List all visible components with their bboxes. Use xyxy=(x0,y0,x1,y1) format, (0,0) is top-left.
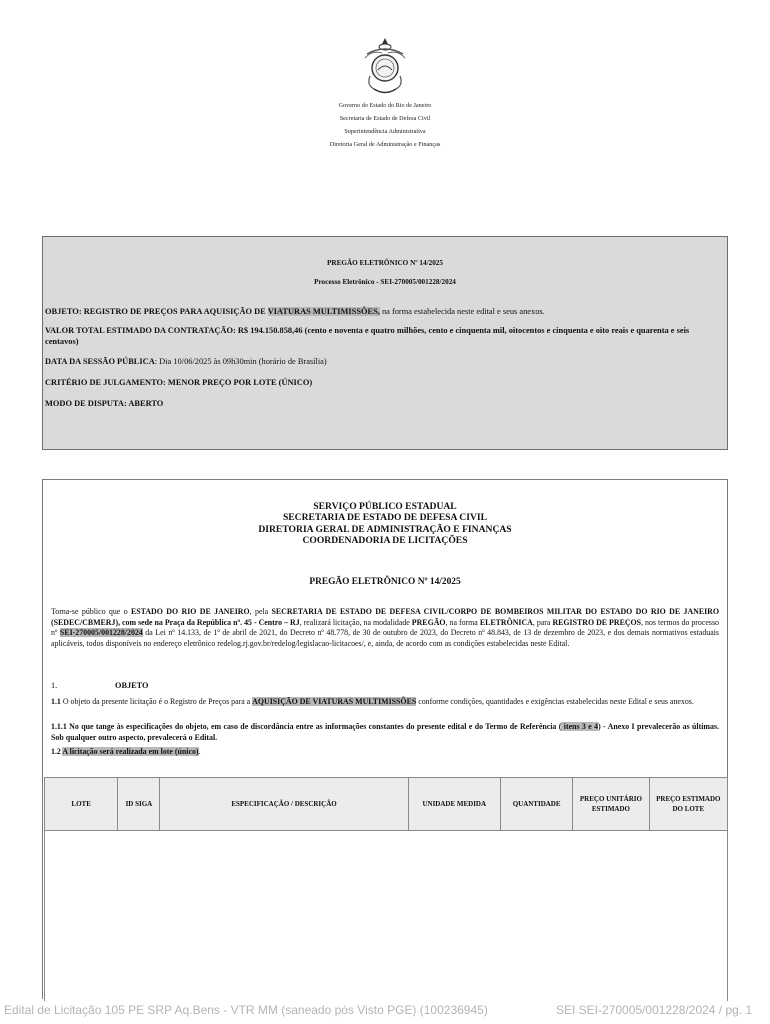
section-1-heading xyxy=(51,681,149,690)
title-line-1: SERVIÇO PÚBLICO ESTADUAL xyxy=(313,501,457,512)
clause-1-1-rest: conforme condições, quantidades e exigências estabelecidas neste Edital e seus anexos. xyxy=(416,697,694,706)
objeto-label: OBJETO: REGISTRO DE PREÇOS PARA AQUISIÇÃO DE xyxy=(45,307,268,316)
table-body-cell xyxy=(45,831,728,1002)
intro-text-j: REGISTRO DE PREÇOS xyxy=(552,617,642,627)
clause-1-2 xyxy=(51,747,719,758)
objeto-highlight: VIATURAS MULTIMISSÕES, xyxy=(267,307,380,316)
agency-line-1: Governo do Estado do Rio de Janeiro xyxy=(338,102,432,109)
intro-text-m: da Lei nº 14.133, de 1º de abril de 2021, do Decreto nº 48.778, de 30 de outubro de 2023, do Decreto nº 48.843, de 13 de dezembro de 2023, e dos demais normativos estaduais aplicáveis, todos disponíveis no endereço eletrônico redelog.rj.gov.br/redelog/legislacao-licitacoes/, e, ainda, de acordo com as condições estabelecidas neste Edital. xyxy=(51,628,719,648)
col-header-unidade: UNIDADE MEDIDA xyxy=(408,778,500,831)
data-label: DATA DA SESSÃO PÚBLICA xyxy=(45,357,155,366)
coat-of-arms-logo xyxy=(362,36,408,96)
agency-header xyxy=(0,99,770,151)
col-header-preco-unitario: PREÇO UNITÁRIO ESTIMADO xyxy=(573,778,649,831)
clause-1-1-1-rest: ) - Anexo I prevalecerão as últimas. Sob qualquer outro aspecto, prevalecerá o Edital. xyxy=(51,722,719,742)
section-number: 1. xyxy=(51,681,58,690)
title-line-4: COORDENADORIA DE LICITAÇÕES xyxy=(302,535,468,547)
intro-text-g: , na forma xyxy=(445,617,480,627)
summary-valor: VALOR TOTAL ESTIMADO DA CONTRATAÇÃO: R$ 194.150.858,46 (cento e noventa e quatro milhões, cento e cinquenta mil, oitocentos e cinquenta e oito reais e quarenta e seis centavos) xyxy=(45,326,690,346)
footer-page-ref: SEI SEI-270005/001228/2024 / pg. 1 xyxy=(556,1003,753,1017)
intro-paragraph xyxy=(51,607,719,649)
data-value: : Dia 10/06/2025 às 09h30min (horário de Brasília) xyxy=(154,357,327,366)
col-header-lote: LOTE xyxy=(45,778,118,831)
clause-1-2-number: 1.2 xyxy=(51,747,63,756)
clause-1-1 xyxy=(51,697,719,708)
col-header-id-siga: ID SIGA xyxy=(118,778,160,831)
clause-1-2-highlight: A licitação será realizada em lote (único) xyxy=(62,747,199,756)
title-line-3: DIRETORIA GERAL DE ADMINISTRAÇÃO E FINANÇAS xyxy=(258,523,512,535)
intro-text-h: ELETRÔNICA xyxy=(479,617,533,627)
footer-document-title: Edital de Licitação 105 PE SRP Aq.Bens - VTR MM (saneado pós Visto PGE) (100236945) xyxy=(4,1003,488,1017)
edital-body xyxy=(42,479,728,999)
lot-table xyxy=(44,777,728,1001)
agency-line-2: Secretaria de Estado de Defesa Civil xyxy=(339,115,431,122)
clause-1-1-highlight: AQUISIÇÃO DE VIATURAS MULTIMISSÕES xyxy=(252,697,417,706)
body-title-block xyxy=(43,501,727,547)
table-row xyxy=(45,831,728,1002)
summary-modo: MODO DE DISPUTA: ABERTO xyxy=(45,399,164,408)
section-title: OBJETO xyxy=(115,681,149,690)
col-header-preco-lote: PREÇO ESTIMADO DO LOTE xyxy=(649,778,727,831)
intro-text-k: , nos termos do processo nº xyxy=(51,617,719,638)
intro-text-e: , realizará licitação, na modalidade xyxy=(299,617,412,627)
clause-1-2-end: . xyxy=(198,747,201,756)
tender-summary-box xyxy=(42,236,728,450)
summary-objeto xyxy=(45,307,719,318)
summary-data xyxy=(45,357,719,368)
col-header-quantidade: QUANTIDADE xyxy=(500,778,572,831)
intro-text-c: , pela xyxy=(249,607,272,616)
process-number-highlight: SEI-270005/001228/2024 xyxy=(59,628,143,638)
objeto-rest: na forma estabelecida neste edital e seus anexos. xyxy=(379,307,545,316)
intro-text-i: , para xyxy=(532,617,553,627)
agency-line-4: Diretoria Geral de Administração e Finanças xyxy=(329,141,441,148)
summary-process: Processo Eletrônico - SEI-270005/001228/2024 xyxy=(314,278,456,286)
title-line-2: SECRETARIA DE ESTADO DE DEFESA CIVIL xyxy=(282,512,488,524)
summary-title: PREGÃO ELETRÔNICO Nº 14/2025 xyxy=(327,259,443,267)
summary-criterio: CRITÉRIO DE JULGAMENTO: MENOR PREÇO POR LOTE (ÚNICO) xyxy=(45,378,313,387)
intro-text-b: ESTADO DO RIO DE JANEIRO xyxy=(131,607,250,616)
table-header-row xyxy=(45,778,728,831)
clause-1-1-1-highlight: itens 3 e 4 xyxy=(561,722,599,731)
pregao-title: PREGÃO ELETRÔNICO Nº 14/2025 xyxy=(309,577,461,587)
page-footer xyxy=(0,1001,770,1024)
intro-text-d: SECRETARIA DE ESTADO DE DEFESA CIVIL/CORPO DE BOMBEIROS MILITAR DO ESTADO DO RIO DE JANEIRO (SEDEC/CBMERJ), com sede na Praça da República nº. 45 - Centro – RJ xyxy=(51,607,720,627)
col-header-especificacao: ESPECIFICAÇÃO / DESCRIÇÃO xyxy=(160,778,408,831)
intro-text-a: Torna-se público que o xyxy=(51,607,132,616)
clause-1-1-1 xyxy=(51,722,719,743)
clause-1-1-number: 1.1 xyxy=(51,697,61,706)
intro-text-f: PREGÃO xyxy=(411,617,446,627)
clause-1-1-text: O objeto da presente licitação é o Registro de Preços para a xyxy=(60,697,253,706)
agency-line-3: Superintendência Administrativa xyxy=(344,128,426,135)
clause-1-1-1-text: 1.1.1 No que tange às especificações do objeto, em caso de discordância entre as informações constantes do presente edital e do Termo de Referência ( xyxy=(51,722,562,731)
